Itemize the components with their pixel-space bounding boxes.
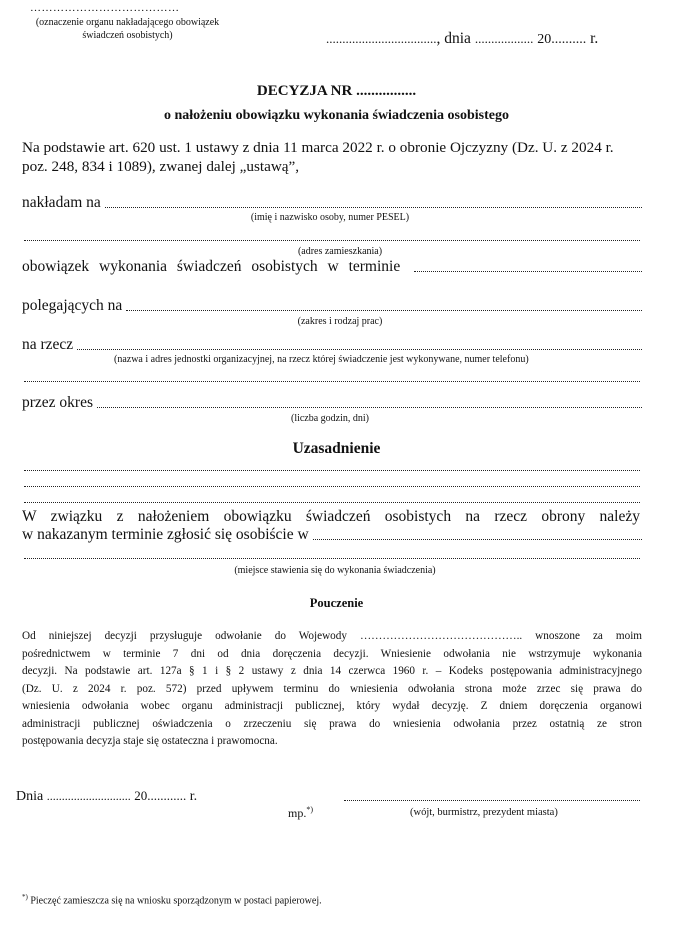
naklada-label: nakładam na <box>22 194 101 211</box>
date-dots: .................................. <box>326 31 437 46</box>
naklada-caption: (imię i nazwisko osoby, numer PESEL) <box>250 212 410 223</box>
report-place-second-input-line[interactable] <box>24 558 640 559</box>
przezokres-caption: (liczba godzin, dni) <box>290 413 370 424</box>
instruction-line: decyzji. Na podstawie art. 127a § 1 i § 2 ustawy z dnia 14 czerwca 1960 r. – Kodeks postępowania administracyjnego <box>22 665 642 677</box>
address-input-line[interactable] <box>24 240 640 241</box>
justification-para-row2 <box>22 526 642 544</box>
date-r: r. <box>590 30 599 47</box>
footnote-text: Pieczęć zamieszcza się na wniosku sporządzonym w postaci papierowej. <box>30 895 322 907</box>
justification-line-2[interactable] <box>24 486 640 487</box>
obowiazek-row <box>22 258 642 276</box>
stamp-mp-label: mp. <box>288 806 307 820</box>
organ-caption-line2: świadczeń osobistych) <box>82 30 173 41</box>
instruction-line: (Dz. U. z 2024 r. poz. 572) przed upływem terminu do wniesienia odwołania strona może zrzec się prawa do <box>22 682 642 695</box>
naklada-row <box>22 194 642 212</box>
signer-caption: (wójt, burmistrz, prezydent miasta) <box>410 807 558 818</box>
obowiazek-label: obowiązek wykonania świadczeń osobistych w terminie <box>22 258 401 275</box>
address-caption: (adres zamieszkania) <box>297 246 383 257</box>
stamp-mp-footnote-mark: *) <box>306 805 314 814</box>
instruction-line: wniesienia odwołania wobec organu administracji publicznej, który wydał decyzję. Z dniem doręczenia organowi <box>22 700 642 712</box>
footnote-mark: *) <box>22 893 28 901</box>
przezokres-label: przez okres <box>22 394 93 411</box>
signature-year: 20............ <box>134 788 187 803</box>
footnote <box>22 893 322 906</box>
signature-r: r. <box>189 789 198 804</box>
report-place-input-line[interactable] <box>313 539 642 540</box>
place-caption: (miejsce stawienia się do wykonania świadczenia) <box>234 565 436 576</box>
naklada-input-line[interactable] <box>105 207 642 208</box>
signature-date <box>16 788 197 805</box>
obowiazek-term-input-line[interactable] <box>414 271 642 272</box>
instruction-body <box>22 628 642 751</box>
polegajacych-input-line[interactable] <box>126 310 642 311</box>
justification-line-3[interactable] <box>24 502 640 503</box>
organ-dots: ………………………………… <box>30 2 180 14</box>
przezokres-input-line[interactable] <box>97 407 642 408</box>
signer-input-line[interactable] <box>344 800 640 801</box>
narzecz-input-line[interactable] <box>77 349 642 350</box>
basis-line2: poz. 248, 834 i 1089), zwanej dalej „ustawą”, <box>22 158 300 175</box>
justification-heading: Uzasadnienie <box>292 440 381 457</box>
stamp-mp <box>288 805 313 821</box>
instruction-line: pośrednictwem w terminie 7 dni od dnia doręczenia decyzji. Wniesienie odwołania nie wstrzymuje wykonania <box>22 647 642 660</box>
polegajacych-row <box>22 297 642 315</box>
organ-caption-line1: (oznaczenie organu nakładającego obowiązek <box>35 17 220 28</box>
justification-line-1[interactable] <box>24 470 640 471</box>
date-dnia: , dnia <box>436 30 471 47</box>
narzecz-label: na rzecz <box>22 336 74 353</box>
polegajacych-caption: (zakres i rodzaj prac) <box>297 316 383 327</box>
justification-para-line1: W związku z nałożeniem obowiązku świadczeń osobistych na rzecz obrony należy <box>22 508 640 525</box>
justification-para-line2: w nakazanym terminie zgłosić się osobiście w <box>22 526 309 543</box>
signature-date-dots[interactable]: ............................ <box>46 789 131 803</box>
decision-subtitle: o nałożeniu obowiązku wykonania świadczenia osobistego <box>164 108 509 123</box>
przezokres-row <box>22 394 642 412</box>
narzecz-caption: (nazwa i adres jednostki organizacyjnej, na rzecz której świadczenie jest wykonywane, numer telefonu) <box>114 354 529 365</box>
date-day-dots: .................. <box>474 31 534 46</box>
instruction-line: Od niniejszej decyzji przysługuje odwołanie do Wojewody …………………………………….. wnoszone za moim <box>22 630 642 642</box>
signature-dnia-label: Dnia <box>16 789 44 804</box>
narzecz-second-input-line[interactable] <box>24 381 640 382</box>
date-line <box>326 30 598 48</box>
decision-title: DECYZJA NR ................ <box>256 83 417 99</box>
instruction-line: postępowania decyzja staje się ostateczna i prawomocna. <box>22 735 278 747</box>
instruction-heading: Pouczenie <box>309 596 364 610</box>
narzecz-row <box>22 336 642 354</box>
instruction-line: administracji publicznej oświadczenia o zrzeczeniu się prawa do wniesienia odwołania przez ostatnią ze stron <box>22 717 642 730</box>
basis-line1: Na podstawie art. 620 ust. 1 ustawy z dnia 11 marca 2022 r. o obronie Ojczyzny (Dz. U. z 2024 r. <box>22 139 614 156</box>
polegajacych-label: polegających na <box>22 297 123 314</box>
date-year: 20.......... <box>537 32 587 47</box>
